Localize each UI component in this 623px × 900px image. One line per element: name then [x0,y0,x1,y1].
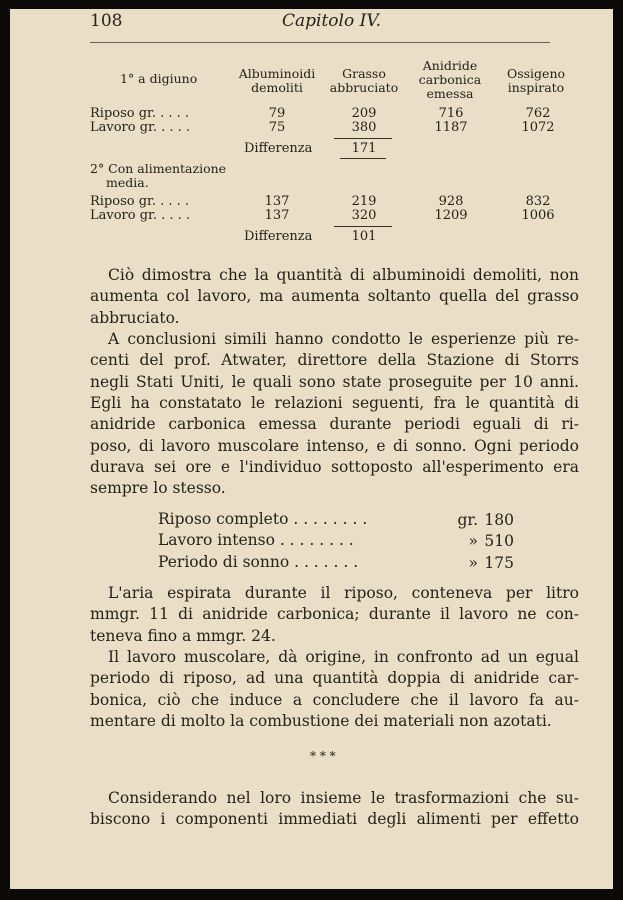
page-number: 108 [90,11,123,31]
book-page: 108 Capitolo IV. 1° a digiuno Albuminoidi demoliti Grasso abbruciato Anidride carbonica emessa Ossigeno inspirato Riposo gr. . . . . 79 209 716 762 Lavoro gr. . . . . 75 380 1187 1072 Differenza 171 2° Con alimentazione media. Riposo gr. . . . . 137 219 928 832 Lavoro gr. . . . . 137 320 1209 1006 Differenza 101 Ciò dimostra che la quantità di albuminoidi demoliti, non aumenta col lavoro, ma aumenta soltanto quella del grasso abbruciato. A conclusioni simili hanno condotto le esperienze più re- centi del prof. Atwater, direttore della Stazione di Storrs negli Stati Uniti, le quali sono state proseguite per 10 anni. Egli ha constatato le relazioni seguenti, fra le quantità di anidride carbonica emessa durante periodi eguali di ri- poso, di lavoro muscolare intenso, e di sonno. Ogni periodo durava sei ore e l'individuo sottoposto all'esperimento era sempre lo stesso. Riposo completo . . . . . . . . gr. 180 Lavoro intenso . . . . . . . . » 510 Periodo di sonno . . . . . . . » 175 L'aria espirata durante il riposo, conteneva per litro mmgr. 11 di anidride carbonica; durante il lavoro ne con- teneva fino a mmgr. 24. Il lavoro muscolare, dà origine, in confronto ad un egual periodo di riposo, ad una quantità doppia di anidride car- bonica, ciò che induce a concludere che il lavoro fa au- mentare di molto la combustione dei materiali non azotati. * * * Considerando nel loro insieme le trasformazioni che su- biscono i componenti immediati degli alimenti per effetto [10,9,613,889]
section1-title: 1° a digiuno [120,71,198,86]
cell-ossigeno: 762 [525,106,551,121]
difference-value: 101 [351,229,377,244]
cell-anidride: 1209 [434,208,468,223]
cell-grasso: 320 [351,208,377,223]
cell-grasso: 219 [351,194,377,209]
cell-albuminoidi: 79 [268,106,286,121]
cell-anidride: 716 [438,106,464,121]
sum-rule [334,226,392,227]
col-header-albuminoidi: Albuminoidi demoliti [238,66,316,95]
summary-value: 180 [484,511,514,529]
summary-value: 175 [484,554,514,572]
row-label: Riposo gr. . . . . [90,106,190,121]
row-label: Lavoro gr. . . . . [90,208,191,223]
header-rule [90,42,550,43]
cell-albuminoidi: 137 [264,194,290,209]
cell-anidride: 1187 [434,120,468,135]
cell-ossigeno: 1072 [521,120,555,135]
row-label: Riposo gr. . . . . [90,194,190,209]
sum-rule [334,138,392,139]
summary-unit: » [468,532,478,550]
summary-value: 510 [484,532,514,550]
section2-title-cont: media. [106,175,149,190]
summary-unit: » [468,554,478,572]
cell-ossigeno: 1006 [521,208,555,223]
cell-anidride: 928 [438,194,464,209]
chapter-title: Capitolo IV. [282,11,382,31]
difference-label: Differenza [244,141,313,156]
summary-label: Lavoro intenso . . . . . . . . [158,531,354,549]
section-break-dinkus: * * * [310,749,336,763]
difference-label: Differenza [244,229,313,244]
summary-label: Periodo di sonno . . . . . . . [158,553,359,571]
cell-albuminoidi: 75 [268,120,286,135]
cell-albuminoidi: 137 [264,208,290,223]
row-label: Lavoro gr. . . . . [90,120,191,135]
cell-ossigeno: 832 [525,194,551,209]
section2-title: 2° Con alimentazione [90,161,227,176]
difference-value: 171 [351,141,377,156]
sum-rule [340,158,386,159]
cell-grasso: 380 [351,120,377,135]
col-header-ossigeno: Ossigeno inspirato [506,66,566,95]
summary-unit: gr. [457,511,478,529]
col-header-anidride: Anidride carbonica emessa [418,58,482,101]
cell-grasso: 209 [351,106,377,121]
col-header-grasso: Grasso abbruciato [329,66,399,95]
summary-label: Riposo completo . . . . . . . . [158,510,368,528]
